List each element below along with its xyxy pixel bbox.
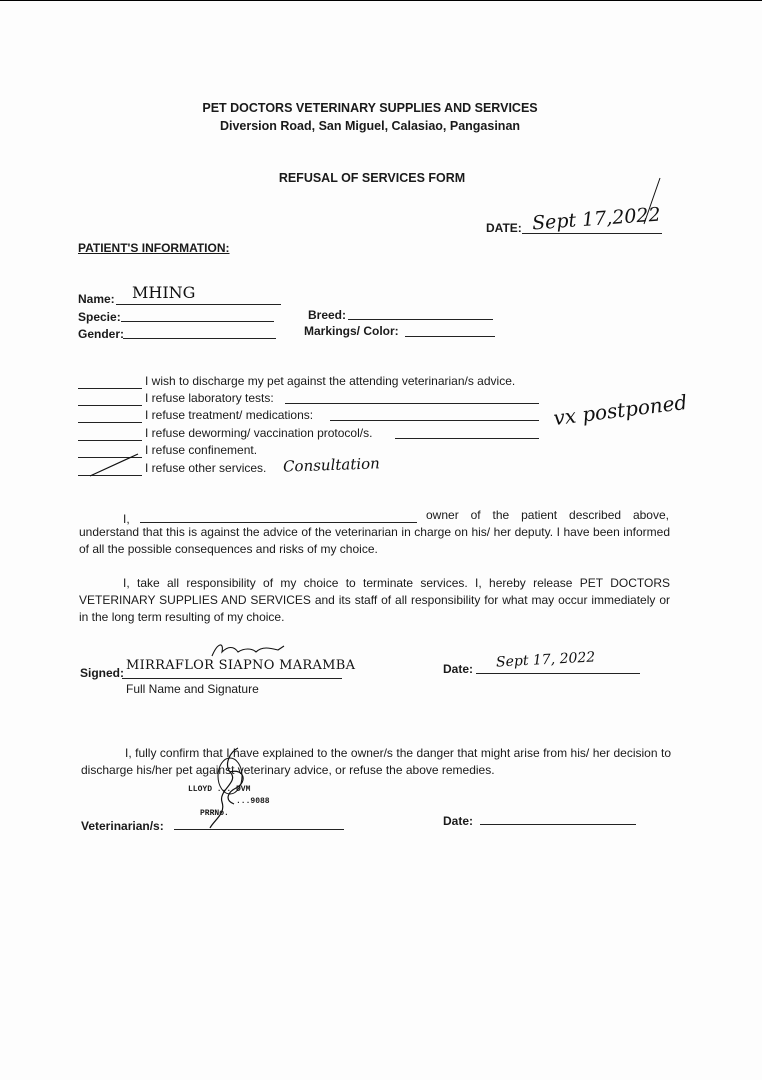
vet-line <box>174 829 344 830</box>
vet-stamp-line1: LLOYD ... DVM <box>188 785 251 794</box>
option-line-2 <box>285 403 539 404</box>
name-label: Name: <box>78 292 115 306</box>
signed-label: Signed: <box>80 666 124 680</box>
name-line <box>116 304 281 305</box>
gender-line <box>123 338 276 339</box>
option-line-3 <box>330 420 539 421</box>
date-handwritten: Sept 17,2022 <box>531 203 662 235</box>
statement1-body: understand that this is against the advice of the veterinarian in charge on his/ her deputy. I have been informed of all the possible consequences and risks of my choice. <box>79 525 670 556</box>
vet-stamp-line3: PRRNo. <box>200 809 229 818</box>
option-text-5: I refuse confinement. <box>145 443 258 457</box>
option-blank-1 <box>78 388 142 389</box>
statement1-prefix: I, <box>123 512 130 526</box>
option-text-4: I refuse deworming/ vaccination protocol/s. <box>145 426 373 440</box>
form-title: REFUSAL OF SERVICES FORM <box>278 171 466 185</box>
signed-date-handwritten: Sept 17, 2022 <box>495 649 596 671</box>
option-text-6: I refuse other services. <box>145 461 267 475</box>
company-address: Diversion Road, San Miguel, Calasiao, Pangasinan <box>219 119 521 133</box>
option-blank-2 <box>78 405 142 406</box>
statement1-suffix: owner of the patient described above, <box>426 508 669 522</box>
breed-label: Breed: <box>308 308 347 322</box>
statement1-owner-line <box>140 522 417 523</box>
date-slash-mark <box>640 176 664 228</box>
vet-date-line <box>480 824 636 825</box>
name-handwritten: MHING <box>132 283 196 302</box>
vet-stamp-line2: ...9088 <box>236 797 270 806</box>
option-text-2: I refuse laboratory tests: <box>145 391 274 405</box>
option-6-handwritten: Consultation <box>282 454 381 476</box>
scan-edge-top <box>0 0 762 1</box>
signed-sub-label: Full Name and Signature <box>126 682 259 696</box>
option-blank-4 <box>78 440 142 441</box>
option-line-4 <box>395 438 539 439</box>
option-text-1: I wish to discharge my pet against the attending veterinarian/s advice. <box>145 374 516 388</box>
statement3-body: I, fully confirm that I have explained to the owner/s the danger that might arise from his/ her decision to discharge his/her pet against veterinary advice, or refuse the above remedies. <box>81 746 671 777</box>
specie-label: Specie: <box>78 310 121 324</box>
signed-line <box>122 678 342 679</box>
margin-note-handwritten: vx postponed <box>552 389 689 431</box>
statement2-body: I, take all responsibility of my choice to terminate services. I, hereby release PET DOCTORS VETERINARY SUPPLIES AND SERVICES and its staff of all responsibility for what may occur immediately or in the long term resulting of my choice. <box>79 576 670 624</box>
markings-line <box>405 336 495 337</box>
vet-date-label: Date: <box>443 814 474 828</box>
specie-line <box>121 321 274 322</box>
signed-date-line <box>476 673 640 674</box>
patient-section-title: PATIENT'S INFORMATION: <box>78 241 230 255</box>
company-name: PET DOCTORS VETERINARY SUPPLIES AND SERVICES <box>202 101 538 115</box>
markings-label: Markings/ Color: <box>304 324 399 338</box>
vet-label: Veterinarian/s: <box>81 819 164 833</box>
signed-date-label: Date: <box>443 662 474 676</box>
gender-label: Gender: <box>78 327 125 341</box>
signed-name-handwritten: MIRRAFLOR SIAPNO MARAMBA <box>126 658 356 673</box>
breed-line <box>348 319 493 320</box>
date-label: DATE: <box>486 221 522 235</box>
option-text-3: I refuse treatment/ medications: <box>145 408 314 422</box>
option-blank-3 <box>78 422 142 423</box>
option-6-check-mark <box>88 452 142 478</box>
